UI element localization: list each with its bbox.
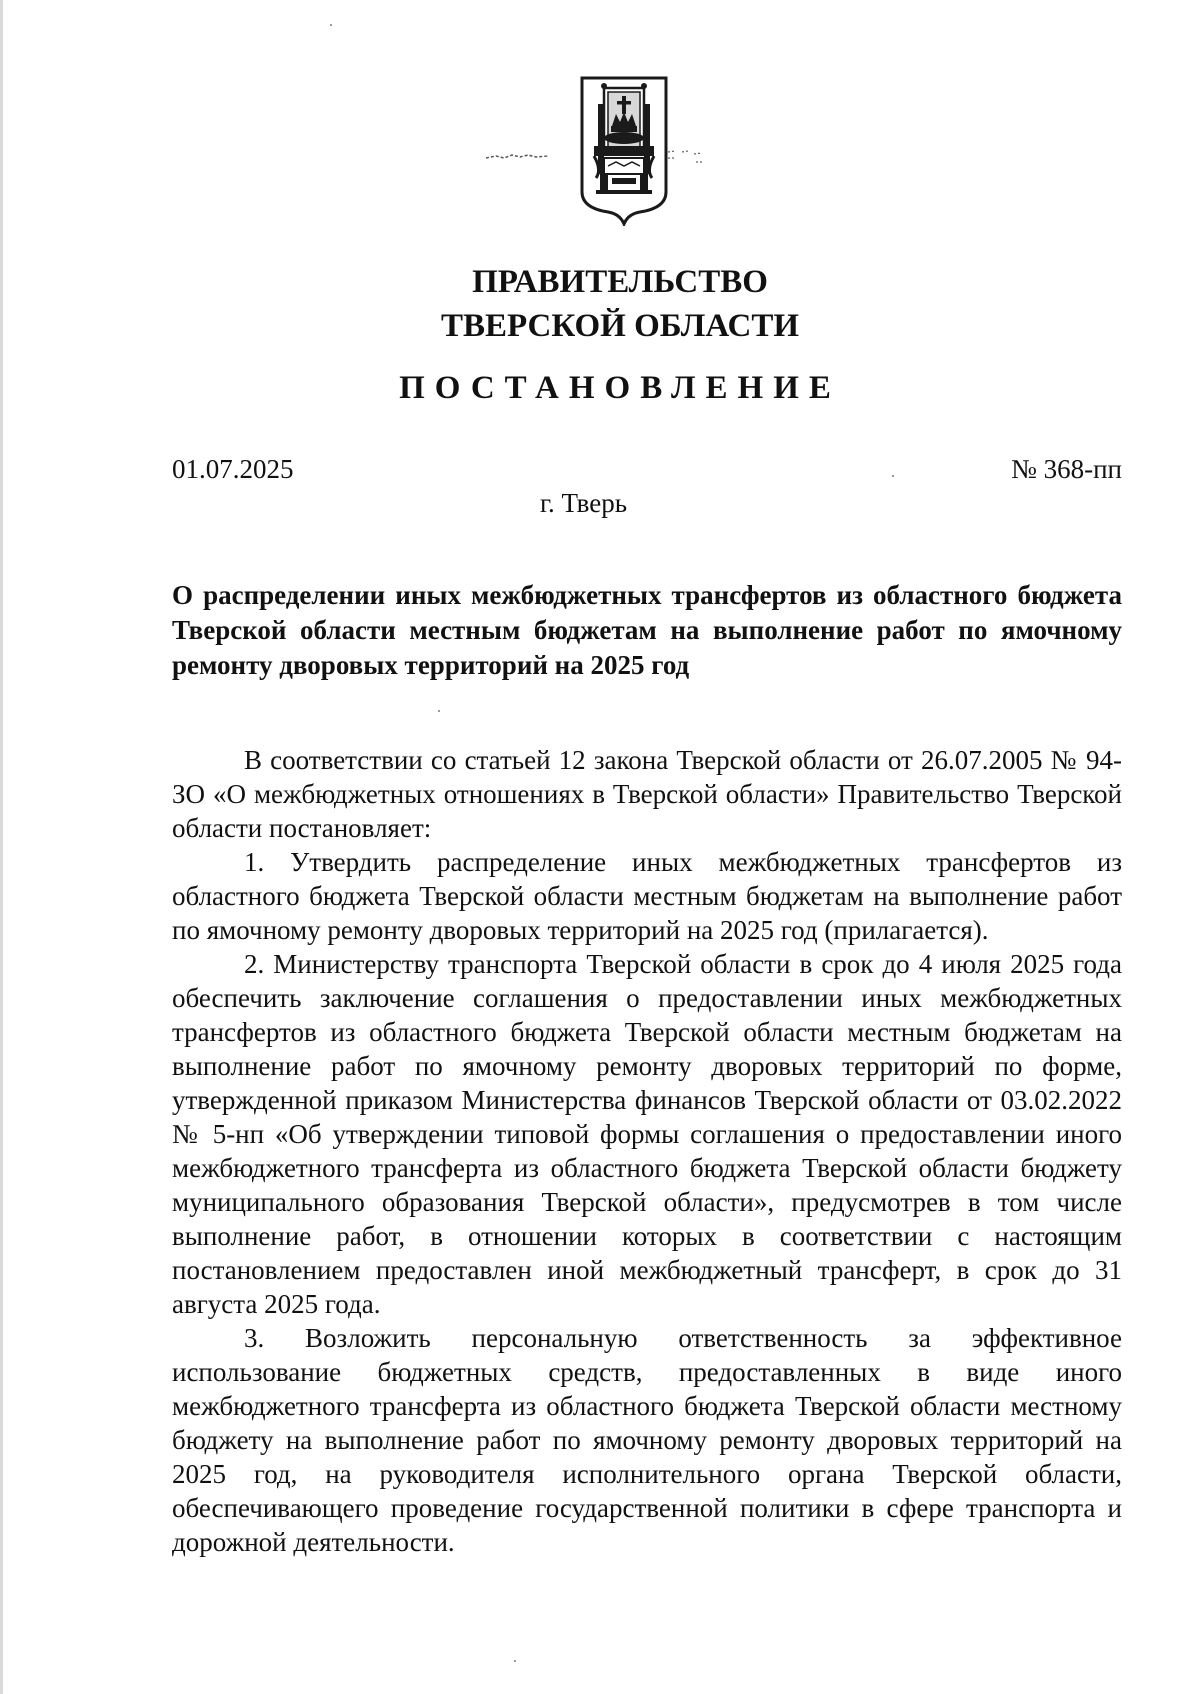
- scan-speck: [438, 710, 440, 712]
- scan-speck: [330, 24, 332, 26]
- document-city: г. Тверь: [540, 488, 628, 518]
- scan-speck: [892, 475, 894, 477]
- tver-coat-of-arms-icon: [578, 74, 670, 226]
- document-body: [172, 743, 1122, 1559]
- organization-name-line2: ТВЕРСКОЙ ОБЛАСТИ: [440, 308, 800, 344]
- document-title: О распределении иных межбюджетных трансфертов из областного бюджета Тверской области местным бюджетам на выполнение работ по ямочному ремонту дворовых территорий на 2025 год: [172, 580, 1122, 680]
- scan-speck: [514, 1660, 516, 1662]
- document-number: № 368-пп: [1011, 454, 1122, 484]
- scan-edge: [0, 0, 3, 1694]
- document-date: 01.07.2025: [172, 454, 294, 484]
- organization-name-line1: ПРАВИТЕЛЬСТВО: [472, 264, 768, 300]
- document-type: ПОСТАНОВЛЕНИЕ: [399, 370, 841, 406]
- paragraph-item-2: 2. Министерству транспорта Тверской области в срок до 4 июля 2025 года обеспечить заключение соглашения о предоставлении иных межбюджетных трансфертов из областного бюджета Тверской области местным бюджетам на выполнение работ по ямочному ремонту дворовых территорий по форме, утвержденной приказом Министерства финансов Тверской области от 03.02.2022 № 5-нп «Об утверждении типовой формы соглашения о предоставлении иного межбюджетного трансферта из областного бюджета Тверской области бюджету муниципального образования Тверской области», предусмотрев в том числе выполнение работ, в отношении которых в соответствии с настоящим постановлением предоставлен иной межбюджетный трансферт, в срок до 31 августа 2025 года.: [172, 949, 1122, 1319]
- emblem-ornament-right: [668, 148, 710, 168]
- organization-name: [300, 260, 940, 348]
- emblem-ornament-left: [486, 152, 548, 162]
- paragraph-preamble: В соответствии со статьей 12 закона Тверской области от 26.07.2005 № 94-ЗО «О межбюджетных отношениях в Тверской области» Правительство Тверской области постановляет:: [172, 745, 1122, 843]
- paragraph-item-1: 1. Утвердить распределение иных межбюджетных трансфертов из областного бюджета Тверской области местным бюджетам на выполнение работ по ямочному ремонту дворовых территорий на 2025 год (прилагается).: [172, 847, 1122, 945]
- paragraph-item-3: 3. Возложить персональную ответственность за эффективное использование бюджетных средств, предоставленных в виде иного межбюджетного трансферта из областного бюджета Тверской области местному бюджету на выполнение работ по ямочному ремонту дворовых территорий на 2025 год, на руководителя исполнительного органа Тверской области, обеспечивающего проведение государственной политики в сфере транспорта и дорожной деятельности.: [172, 1323, 1122, 1557]
